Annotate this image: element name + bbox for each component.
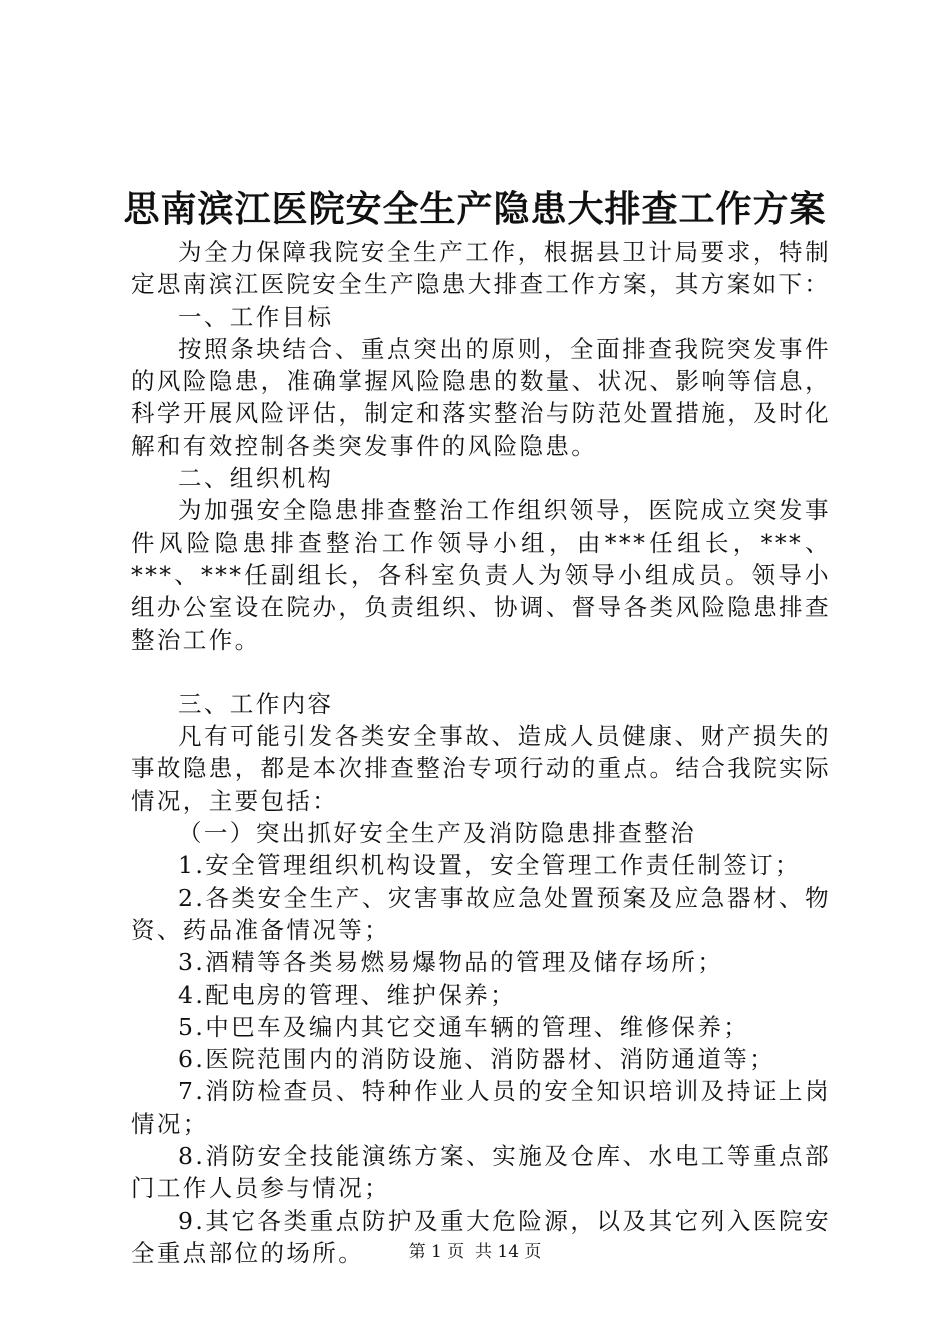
list-item: 4.配电房的管理、维护保养；: [178, 980, 517, 1009]
list-item: 7.消防检查员、特种作业人员的安全知识培训及持证上岗情况；: [131, 1077, 831, 1138]
list-item: 8.消防安全技能演练方案、实施及仓库、水电工等重点部门工作人员参与情况；: [131, 1142, 831, 1203]
intro-paragraph: 为全力保障我院安全生产工作，根据县卫计局要求，特制定思南滨江医院安全生产隐患大排查工作方案，其方案如下：: [131, 238, 831, 299]
section-heading-organization: 二、组织机构: [178, 464, 334, 493]
subsection-heading-safety: （一）突出抓好安全生产及消防隐患排查整治: [178, 819, 696, 848]
document-body: [131, 236, 831, 1269]
list-item: 5.中巴车及编内其它交通车辆的管理、维修保养；: [178, 1012, 750, 1041]
goals-paragraph: 按照条块结合、重点突出的原则，全面排查我院突发事件的风险隐患，准确掌握风险隐患的数量、状况、影响等信息，科学开展风险评估，制定和落实整治与防范处置措施，及时化解和有效控制各类突发事件的风险隐患。: [131, 334, 831, 460]
section-heading-content: 三、工作内容: [178, 689, 334, 718]
list-item: 3.酒精等各类易燃易爆物品的管理及储存场所；: [178, 948, 724, 977]
list-item: 6.医院范围内的消防设施、消防器材、消防通道等；: [178, 1045, 776, 1074]
section-heading-goals: 一、工作目标: [178, 302, 334, 331]
list-item: 1.安全管理组织机构设置，安全管理工作责任制签订；: [178, 851, 801, 880]
page-footer: 第 1 页 共 14 页: [408, 1242, 542, 1262]
organization-paragraph: 为加强安全隐患排查整治工作组织领导，医院成立突发事件风险隐患排查整治工作领导小组，由***任组长，***、***、***任副组长，各科室负责人为领导小组成员。领导小组办公室设在院办，负责组织、协调、督导各类风险隐患排查整治工作。: [131, 496, 831, 654]
list-item: 9.其它各类重点防护及重大危险源，以及其它列入医院安全重点部位的场所。: [131, 1206, 831, 1267]
content-paragraph: 凡有可能引发各类安全事故、造成人员健康、财产损失的事故隐患，都是本次排查整治专项行动的重点。结合我院实际情况，主要包括：: [131, 722, 831, 815]
list-item: 2.各类安全生产、灾害事故应急处置预案及应急器材、物资、药品准备情况等；: [131, 883, 831, 944]
document-title: 思南滨江医院安全生产隐患大排查工作方案: [123, 188, 827, 230]
